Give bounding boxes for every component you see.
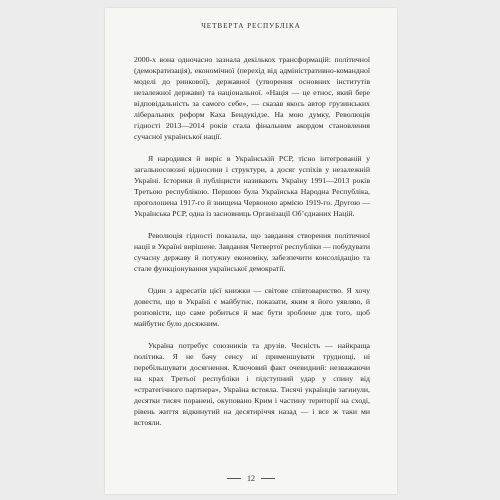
paragraph-1: 2000-х вона одночасно зазнала декількох трансформацій: політичної (демократизація), економічної (перехід від адміністративно-командної моделі до ринкової), державної (утворення основних інститутів незалежної держави) та національної. «Нація — це етнос, який бере відповідальність за самого себе», — сказав якось автор грузинських ліберальних реформ Каха Бендукідзе. На мою думку, Революція гідності 2013—2014 років стала фінальним акордом становлення сучасної української нації. bbox=[134, 55, 370, 141]
page-number: 12 bbox=[247, 474, 255, 483]
page-footer bbox=[105, 474, 397, 483]
paragraph-4: Один з адресатів цієї книжки — світове співтовариство. Я хочу довести, що в Україні є майбутнє, показати, яким я його уявляю, й розповісти, що саме робиться й має бути зроблене для того, щоб майбутнє було досяжним. bbox=[134, 286, 370, 328]
book-page bbox=[105, 8, 397, 494]
body-text bbox=[134, 54, 370, 439]
footer-dash-left bbox=[227, 478, 241, 479]
paragraph-2: Я народився й виріс в Українській РСР, тісно інтегрованій у загальносоюзні відносини і структури, а досяг успіхів у незалежній Україні. Історики й публіцисти називають Україну 1991—2013 років Третьою республікою. Першою була Українська Народна Республіка, проголошена 1917-го й знищена Червоною армією 1919-го. Другою — Українська РСР, одна із засновниць Організації Об’єднаних Націй. bbox=[134, 154, 370, 218]
running-head: ЧЕТВЕРТА РЕСПУБЛІКА bbox=[201, 22, 301, 30]
paragraph-5: Україна потребує союзників та друзів. Чесність — найкраща політика. Я не бачу сенсу ні применшувати труднощі, ні перебільшувати досягнення. Ключовий факт очевидний: незважаючи на крах Третьої республіки і підступний удар у спину від «стратегічного партнера», Україна встояла. Тисячі українців загинули, десятки тисяч поранені, окуповано Крим і частину території на сході, рівень життя відкинутий на десятиріччя назад — і все ж таки ми встояли. bbox=[134, 341, 370, 427]
paragraph-3: Революція гідності показала, що завдання створення політичної нації в Україні вирішене. Завдання Четвертої республіки — побудувати сучасну державу й потужну економіку, забезпечити консолідацію та стале функціонування української демократії. bbox=[134, 231, 370, 273]
footer-dash-right bbox=[261, 478, 275, 479]
